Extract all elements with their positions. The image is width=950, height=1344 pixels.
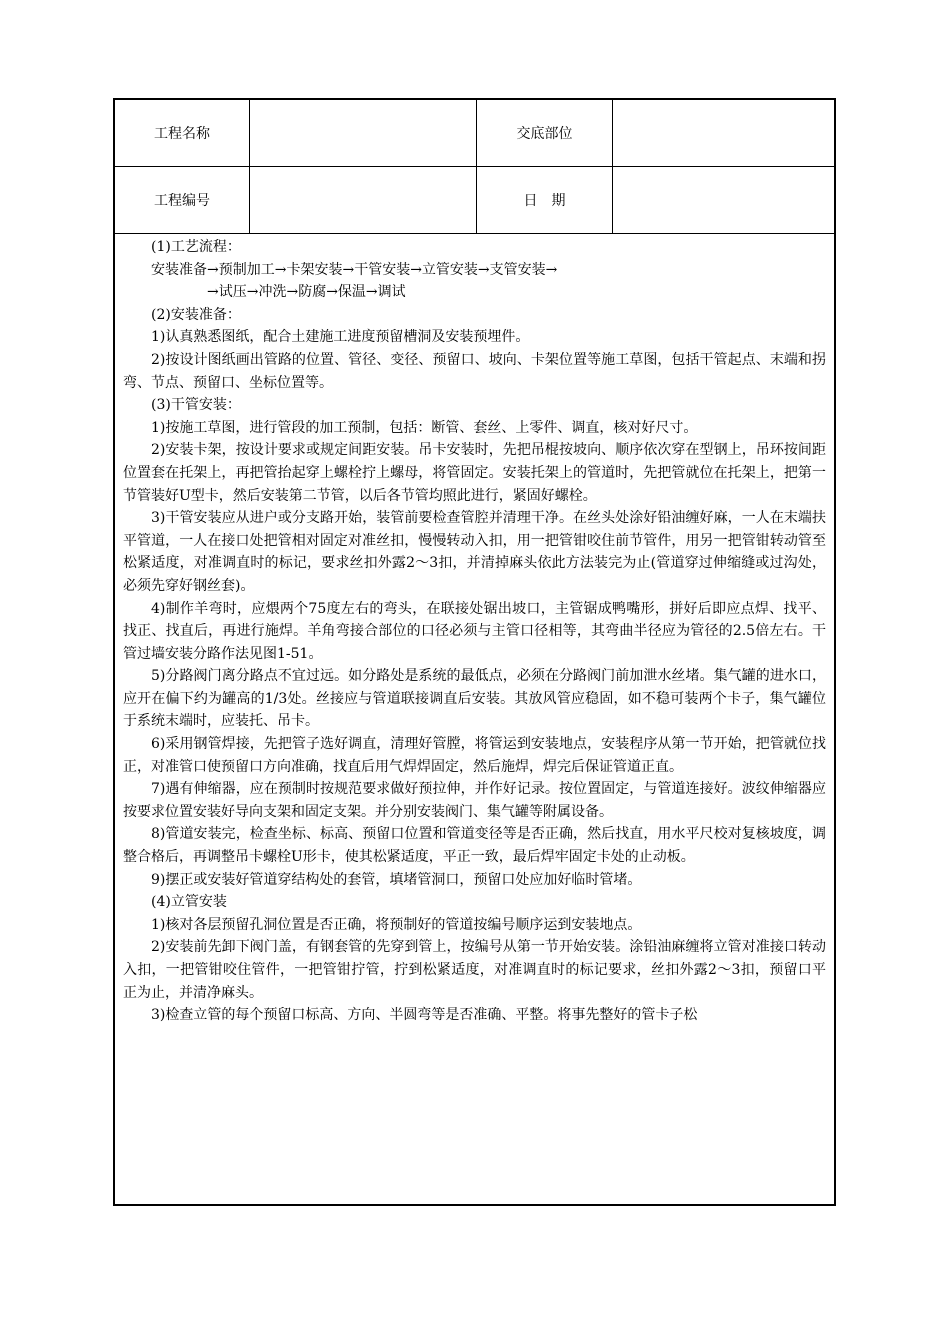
date-label: 日 期	[477, 167, 613, 233]
paragraph: (4)立管安装	[151, 894, 227, 911]
paragraph: 6)采用钢管焊接，先把管子选好调直，清理好管膛，将管运到安装地点，安装程序从第一节开始，把管就位找正，对准管口使预留口方向准确，找直后用气焊焊固定，然后施焊，焊完后保证管道正直。	[123, 736, 826, 775]
project-number-label: 工程编号	[115, 167, 250, 233]
disclosure-content	[115, 234, 834, 1204]
paragraph: (3)干管安装：	[151, 397, 241, 414]
paragraph: 5)分路阀门离分路点不宜过远。如分路处是系统的最低点，必须在分路阀门前加泄水丝堵。集气罐的进水口，应开在偏下约为罐高的1/3处。丝接应与管道联接调直后安装。其放风管应稳固，如不稳可装两个卡子，集气罐位于系统末端时，应装托、吊卡。	[123, 668, 826, 730]
paragraph: (1)工艺流程：	[151, 239, 241, 255]
project-name-label: 工程名称	[115, 100, 250, 166]
paragraph: 1)核对各层预留孔洞位置是否正确，将预制好的管道按编号顺序运到安装地点。	[151, 916, 642, 933]
paragraph: 2)安装卡架，按设计要求或规定间距安装。吊卡安装时，先把吊棍按坡向、顺序依次穿在型钢上，吊环按间距位置套在托架上，再把管抬起穿上螺栓拧上螺母，将管固定。安装托架上的管道时，先把管就位在托架上，把第一节管装好U型卡，然后安装第二节管，以后各节管均照此进行，紧固好螺栓。	[123, 442, 826, 504]
paragraph: 2)按设计图纸画出管路的位置、管径、变径、预留口、坡向、卡架位置等施工草图，包括干管起点、末端和拐弯、节点、预留口、坐标位置等。	[123, 351, 826, 391]
paragraph: 3)检查立管的每个预留口标高、方向、半圆弯等是否准确、平整。将事先整好的管卡子松	[151, 1007, 698, 1024]
disclosure-location-label: 交底部位	[477, 100, 613, 166]
paragraph: (2)安装准备：	[151, 306, 241, 323]
paragraph: 1)按施工草图，进行管段的加工预制，包括：断管、套丝、上零件、调直，核对好尺寸。	[151, 419, 698, 436]
paragraph: 4)制作羊弯时，应煨两个75度左右的弯头，在联接处锯出坡口，主管锯成鸭嘴形，拼好后即应点焊、找平、找正、找直后，再进行施焊。羊角弯接合部位的口径必须与主管口径相等，其弯曲半径应为管径的2.5倍左右。干管过墙安装分路作法见图1-51。	[123, 600, 826, 662]
paragraph: 1)认真熟悉图纸，配合土建施工进度预留槽洞及安装预埋件。	[151, 329, 530, 346]
disclosure-form	[113, 98, 836, 1206]
header-row-2	[115, 167, 834, 234]
header-row-1	[115, 100, 834, 167]
project-number-value	[250, 167, 477, 233]
disclosure-location-value	[613, 100, 834, 166]
paragraph: 安装准备→预制加工→卡架安装→干管安装→立管安装→支管安装→	[151, 261, 558, 278]
paragraph: 8)管道安装完，检查坐标、标高、预留口位置和管道变径等是否正确，然后找直，用水平尺校对复核坡度，调整合格后，再调整吊卡螺栓U形卡，使其松紧适度，平正一致，最后焊牢固定卡处的止动板。	[123, 826, 826, 866]
paragraph: →试压→冲洗→防腐→保温→调试	[207, 284, 406, 301]
date-value	[613, 167, 834, 233]
paragraph: 7)遇有伸缩器，应在预制时按规范要求做好预拉伸，并作好记录。按位置固定，与管道连接好。波纹伸缩器应按要求位置安装好导向支架和固定支架。并分别安装阀门、集气罐等附属设备。	[123, 781, 826, 820]
paragraph: 9)摆正或安装好管道穿结构处的套管，填堵管洞口，预留口处应加好临时管堵。	[151, 871, 642, 888]
project-name-value	[250, 100, 477, 166]
paragraph: 3)干管安装应从进户或分支路开始，装管前要检查管腔并清理干净。在丝头处涂好铅油缠好麻，一人在末端扶平管道，一人在接口处把管相对固定对准丝扣，慢慢转动入扣，用一把管钳咬住前节管件，用另一把管钳转动管至松紧适度，对准调直时的标记，要求丝扣外露2～3扣，并清掉麻头依此方法装完为止(管道穿过伸缩缝或过沟处，必须先穿好钢丝套)。	[123, 510, 826, 594]
paragraph: 2)安装前先卸下阀门盖，有钢套管的先穿到管上，按编号从第一节开始安装。涂铅油麻缠将立管对准接口转动入扣，一把管钳咬住管件，一把管钳拧管，拧到松紧适度，对准调直时的标记要求，丝扣外露2～3扣，预留口平正为止，并清净麻头。	[123, 939, 826, 1001]
